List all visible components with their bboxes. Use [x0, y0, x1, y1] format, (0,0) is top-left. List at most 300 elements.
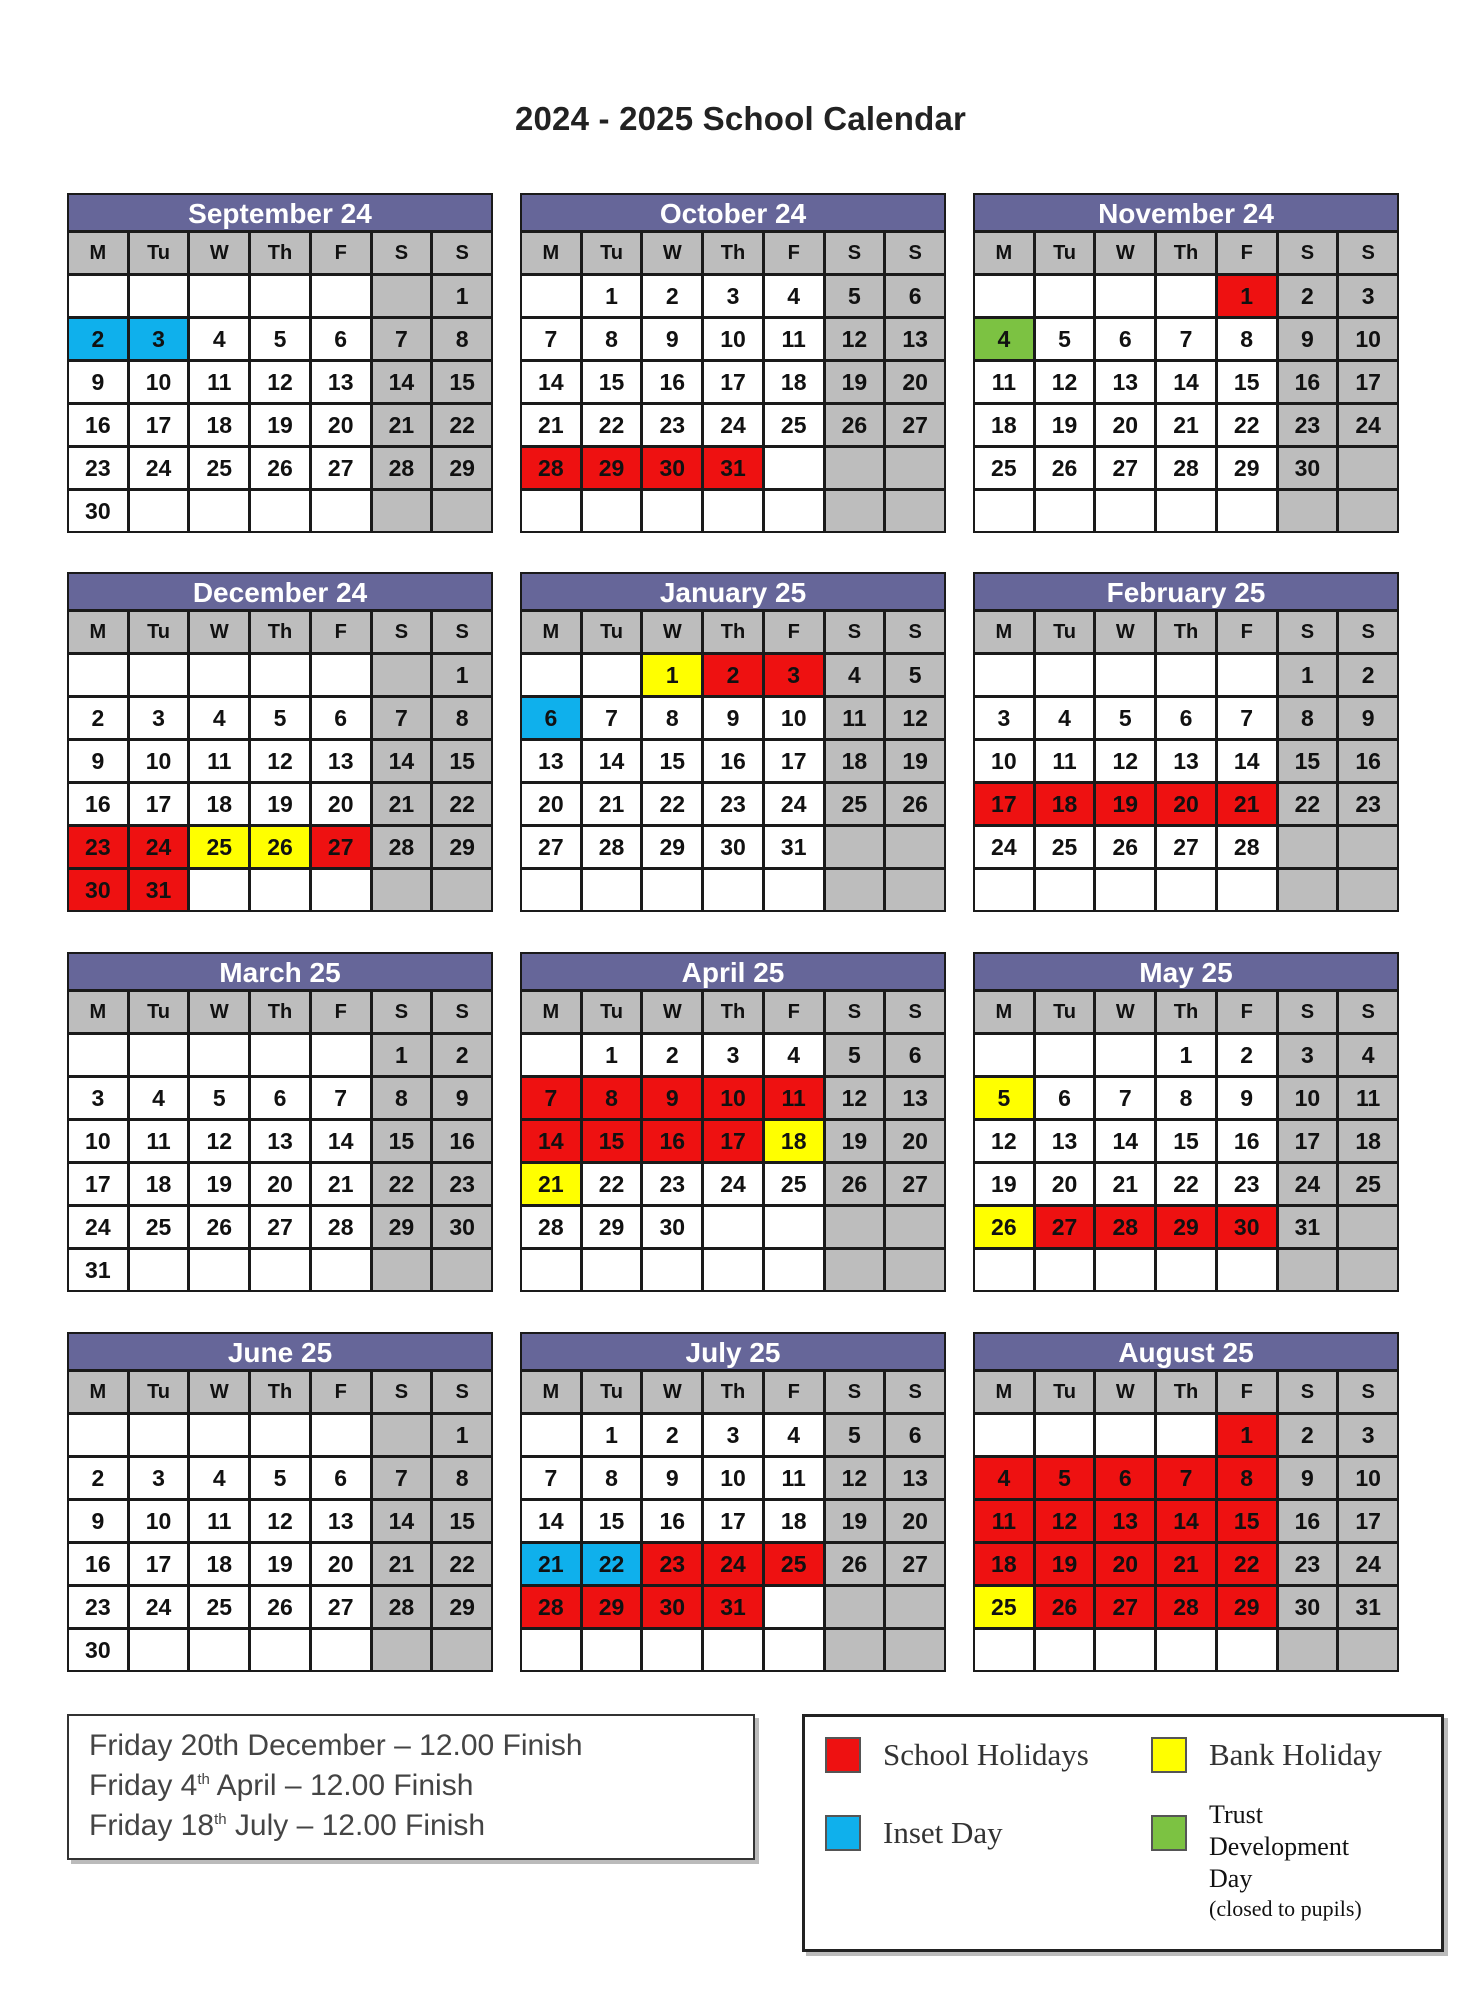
empty-day-cell — [1036, 276, 1094, 316]
empty-day-cell — [1096, 870, 1154, 910]
day-cell: 4 — [190, 319, 248, 359]
weekday-header: Th — [1157, 233, 1215, 273]
weekday-header: S — [1339, 1372, 1397, 1412]
day-cell: 16 — [1279, 1501, 1337, 1541]
day-cell: 12 — [1036, 362, 1094, 402]
empty-day-cell — [1036, 870, 1094, 910]
empty-day-cell — [1096, 1415, 1154, 1455]
empty-day-cell — [1218, 1630, 1276, 1670]
day-cell: 27 — [251, 1207, 309, 1247]
day-cell: 12 — [1096, 741, 1154, 781]
empty-day-cell — [190, 655, 248, 695]
empty-day-cell — [190, 1250, 248, 1290]
day-cell: 23 — [643, 405, 701, 445]
day-cell: 26 — [1036, 448, 1094, 488]
day-cell: 18 — [975, 405, 1033, 445]
weekday-header: W — [643, 233, 701, 273]
day-cell: 13 — [251, 1121, 309, 1161]
day-cell: 21 — [522, 1164, 580, 1204]
empty-day-cell — [1279, 827, 1337, 867]
day-cell: 21 — [312, 1164, 370, 1204]
day-cell: 5 — [251, 319, 309, 359]
empty-day-cell — [130, 1250, 188, 1290]
day-cell: 15 — [1279, 741, 1337, 781]
weekday-header: F — [765, 612, 823, 652]
empty-day-cell — [190, 276, 248, 316]
day-cell: 8 — [373, 1078, 431, 1118]
day-cell: 6 — [522, 698, 580, 738]
empty-day-cell — [765, 1630, 823, 1670]
day-cell: 2 — [643, 1415, 701, 1455]
day-cell: 17 — [69, 1164, 127, 1204]
day-cell: 12 — [826, 1458, 884, 1498]
weekday-header: F — [765, 233, 823, 273]
empty-day-cell — [312, 870, 370, 910]
day-cell: 7 — [522, 1458, 580, 1498]
empty-day-cell — [1218, 491, 1276, 531]
day-cell: 23 — [643, 1544, 701, 1584]
legend-bank-holiday — [1151, 1737, 1382, 1773]
empty-day-cell — [312, 1630, 370, 1670]
day-cell: 27 — [1096, 1587, 1154, 1627]
weekday-header: M — [522, 1372, 580, 1412]
empty-day-cell — [975, 1415, 1033, 1455]
day-cell: 24 — [704, 1164, 762, 1204]
day-cell: 30 — [1279, 448, 1337, 488]
day-cell: 1 — [373, 1035, 431, 1075]
day-cell: 2 — [1279, 276, 1337, 316]
day-cell: 18 — [1036, 784, 1094, 824]
empty-day-cell — [130, 276, 188, 316]
day-cell: 16 — [643, 1501, 701, 1541]
day-cell: 17 — [130, 784, 188, 824]
day-cell: 5 — [190, 1078, 248, 1118]
day-cell: 21 — [583, 784, 641, 824]
weekday-header: Th — [1157, 992, 1215, 1032]
day-cell: 30 — [1279, 1587, 1337, 1627]
day-cell: 11 — [190, 362, 248, 402]
day-cell: 23 — [1218, 1164, 1276, 1204]
day-cell: 17 — [1339, 362, 1397, 402]
weekday-header: M — [522, 612, 580, 652]
weekday-header: S — [1279, 233, 1337, 273]
day-cell: 11 — [826, 698, 884, 738]
day-cell: 7 — [373, 1458, 431, 1498]
day-cell: 25 — [190, 1587, 248, 1627]
day-cell: 19 — [1036, 1544, 1094, 1584]
day-cell: 2 — [1279, 1415, 1337, 1455]
day-cell: 22 — [1157, 1164, 1215, 1204]
day-cell: 7 — [1096, 1078, 1154, 1118]
empty-day-cell — [1279, 1250, 1337, 1290]
day-cell: 2 — [433, 1035, 491, 1075]
day-cell: 10 — [704, 1078, 762, 1118]
weekday-header: S — [826, 1372, 884, 1412]
empty-day-cell — [704, 870, 762, 910]
day-cell: 30 — [1218, 1207, 1276, 1247]
day-cell: 24 — [1339, 405, 1397, 445]
day-cell: 8 — [583, 319, 641, 359]
day-cell: 24 — [1279, 1164, 1337, 1204]
weekday-header: W — [1096, 1372, 1154, 1412]
day-cell: 23 — [1279, 1544, 1337, 1584]
day-cell: 11 — [765, 1458, 823, 1498]
day-cell: 5 — [251, 698, 309, 738]
day-cell: 27 — [886, 1164, 944, 1204]
weekday-header: F — [1218, 992, 1276, 1032]
day-cell: 8 — [643, 698, 701, 738]
weekday-header: Th — [704, 612, 762, 652]
day-cell: 22 — [583, 1164, 641, 1204]
month-calendar — [973, 193, 1399, 533]
weekday-header: Tu — [130, 612, 188, 652]
day-cell: 19 — [826, 1501, 884, 1541]
empty-day-cell — [1157, 1250, 1215, 1290]
empty-day-cell — [251, 1250, 309, 1290]
empty-day-cell — [583, 1630, 641, 1670]
weekday-header: S — [373, 233, 431, 273]
day-cell: 7 — [373, 698, 431, 738]
day-cell: 15 — [1218, 362, 1276, 402]
empty-day-cell — [826, 1587, 884, 1627]
day-cell: 4 — [765, 1035, 823, 1075]
weekday-header: Tu — [130, 992, 188, 1032]
weekday-header: F — [765, 1372, 823, 1412]
day-cell: 9 — [704, 698, 762, 738]
day-cell: 18 — [826, 741, 884, 781]
day-cell: 31 — [1339, 1587, 1397, 1627]
empty-day-cell — [1036, 1250, 1094, 1290]
day-cell: 12 — [251, 741, 309, 781]
day-cell: 8 — [583, 1078, 641, 1118]
month-calendar — [520, 1332, 946, 1672]
day-cell: 29 — [433, 448, 491, 488]
weekday-header: Th — [251, 612, 309, 652]
empty-day-cell — [69, 655, 127, 695]
day-cell: 13 — [886, 1458, 944, 1498]
day-cell: 28 — [522, 1207, 580, 1247]
day-cell: 6 — [251, 1078, 309, 1118]
weekday-header: F — [1218, 1372, 1276, 1412]
empty-day-cell — [886, 491, 944, 531]
empty-day-cell — [704, 1630, 762, 1670]
day-cell: 20 — [1036, 1164, 1094, 1204]
day-cell: 25 — [130, 1207, 188, 1247]
day-cell: 7 — [373, 319, 431, 359]
day-cell: 26 — [251, 448, 309, 488]
day-cell: 24 — [130, 1587, 188, 1627]
empty-day-cell — [826, 827, 884, 867]
day-cell: 23 — [69, 1587, 127, 1627]
empty-day-cell — [69, 1035, 127, 1075]
day-cell: 22 — [373, 1164, 431, 1204]
day-cell: 12 — [975, 1121, 1033, 1161]
weekday-header: Th — [251, 233, 309, 273]
day-cell: 29 — [373, 1207, 431, 1247]
day-cell: 13 — [312, 362, 370, 402]
empty-day-cell — [583, 655, 641, 695]
day-cell: 10 — [130, 362, 188, 402]
empty-day-cell — [704, 491, 762, 531]
month-calendar — [520, 952, 946, 1292]
day-cell: 5 — [826, 1035, 884, 1075]
weekday-header: S — [826, 233, 884, 273]
empty-day-cell — [1036, 655, 1094, 695]
day-cell: 18 — [190, 405, 248, 445]
day-cell: 19 — [886, 741, 944, 781]
weekday-header: Th — [251, 1372, 309, 1412]
empty-day-cell — [975, 870, 1033, 910]
month-title: July 25 — [522, 1334, 944, 1372]
day-cell: 9 — [69, 1501, 127, 1541]
weekday-header: Tu — [583, 992, 641, 1032]
empty-day-cell — [1036, 1415, 1094, 1455]
empty-day-cell — [1096, 1035, 1154, 1075]
weekday-header: M — [522, 233, 580, 273]
empty-day-cell — [826, 1630, 884, 1670]
empty-day-cell — [975, 491, 1033, 531]
early-finish-notes — [67, 1714, 755, 1860]
day-cell: 15 — [1157, 1121, 1215, 1161]
day-cell: 15 — [583, 362, 641, 402]
day-cell: 17 — [765, 741, 823, 781]
empty-day-cell — [373, 870, 431, 910]
day-cell: 20 — [312, 405, 370, 445]
day-cell: 18 — [130, 1164, 188, 1204]
day-cell: 7 — [312, 1078, 370, 1118]
weekday-header: Tu — [130, 1372, 188, 1412]
day-cell: 22 — [433, 784, 491, 824]
day-cell: 13 — [886, 319, 944, 359]
day-cell: 8 — [1157, 1078, 1215, 1118]
day-cell: 28 — [1157, 448, 1215, 488]
empty-day-cell — [975, 1630, 1033, 1670]
day-cell: 7 — [1218, 698, 1276, 738]
day-cell: 1 — [433, 276, 491, 316]
weekday-header: S — [886, 612, 944, 652]
day-cell: 18 — [190, 1544, 248, 1584]
empty-day-cell — [522, 276, 580, 316]
day-cell: 10 — [69, 1121, 127, 1161]
day-cell: 9 — [1279, 1458, 1337, 1498]
day-cell: 30 — [643, 1587, 701, 1627]
empty-day-cell — [826, 448, 884, 488]
weekday-header: S — [886, 992, 944, 1032]
day-cell: 19 — [975, 1164, 1033, 1204]
day-cell: 22 — [1218, 405, 1276, 445]
day-cell: 21 — [522, 1544, 580, 1584]
day-cell: 8 — [1218, 1458, 1276, 1498]
empty-day-cell — [69, 1415, 127, 1455]
day-cell: 30 — [643, 1207, 701, 1247]
weekday-header: S — [826, 612, 884, 652]
empty-day-cell — [975, 276, 1033, 316]
day-cell: 28 — [312, 1207, 370, 1247]
empty-day-cell — [312, 491, 370, 531]
legend-label: Bank Holiday — [1209, 1737, 1383, 1772]
day-cell: 9 — [1279, 319, 1337, 359]
day-cell: 5 — [251, 1458, 309, 1498]
day-cell: 1 — [583, 276, 641, 316]
day-cell: 3 — [704, 1035, 762, 1075]
day-cell: 25 — [826, 784, 884, 824]
empty-day-cell — [433, 491, 491, 531]
month-calendar — [973, 952, 1399, 1292]
empty-day-cell — [1096, 655, 1154, 695]
day-cell: 13 — [886, 1078, 944, 1118]
day-cell: 2 — [69, 1458, 127, 1498]
day-cell: 7 — [1157, 1458, 1215, 1498]
empty-day-cell — [1036, 1630, 1094, 1670]
day-cell: 19 — [826, 1121, 884, 1161]
day-cell: 16 — [433, 1121, 491, 1161]
day-cell: 15 — [583, 1501, 641, 1541]
day-cell: 12 — [251, 362, 309, 402]
empty-day-cell — [975, 1250, 1033, 1290]
empty-day-cell — [1339, 1250, 1397, 1290]
day-cell: 14 — [522, 1501, 580, 1541]
weekday-header: S — [373, 992, 431, 1032]
weekday-header: F — [1218, 612, 1276, 652]
day-cell: 26 — [1036, 1587, 1094, 1627]
empty-day-cell — [433, 1250, 491, 1290]
empty-day-cell — [130, 491, 188, 531]
empty-day-cell — [1096, 276, 1154, 316]
empty-day-cell — [522, 1415, 580, 1455]
day-cell: 15 — [373, 1121, 431, 1161]
day-cell: 13 — [1157, 741, 1215, 781]
day-cell: 4 — [190, 698, 248, 738]
day-cell: 12 — [251, 1501, 309, 1541]
day-cell: 18 — [975, 1544, 1033, 1584]
weekday-header: S — [886, 233, 944, 273]
day-cell: 15 — [1218, 1501, 1276, 1541]
day-cell: 22 — [643, 784, 701, 824]
weekday-header: F — [1218, 233, 1276, 273]
day-cell: 29 — [583, 1587, 641, 1627]
day-cell: 13 — [312, 741, 370, 781]
day-cell: 27 — [522, 827, 580, 867]
day-cell: 14 — [1096, 1121, 1154, 1161]
empty-day-cell — [1157, 276, 1215, 316]
day-cell: 2 — [69, 319, 127, 359]
empty-day-cell — [704, 1207, 762, 1247]
empty-day-cell — [1339, 827, 1397, 867]
empty-day-cell — [373, 1630, 431, 1670]
day-cell: 4 — [190, 1458, 248, 1498]
day-cell: 20 — [1096, 405, 1154, 445]
empty-day-cell — [643, 870, 701, 910]
day-cell: 1 — [1279, 655, 1337, 695]
day-cell: 12 — [190, 1121, 248, 1161]
day-cell: 23 — [433, 1164, 491, 1204]
day-cell: 21 — [373, 405, 431, 445]
empty-day-cell — [190, 1630, 248, 1670]
weekday-header: M — [975, 233, 1033, 273]
weekday-header: S — [1339, 612, 1397, 652]
day-cell: 19 — [190, 1164, 248, 1204]
day-cell: 27 — [312, 827, 370, 867]
day-cell: 21 — [1157, 1544, 1215, 1584]
empty-day-cell — [886, 1250, 944, 1290]
day-cell: 29 — [1157, 1207, 1215, 1247]
empty-day-cell — [826, 870, 884, 910]
day-cell: 26 — [826, 405, 884, 445]
day-cell: 9 — [1218, 1078, 1276, 1118]
empty-day-cell — [1096, 491, 1154, 531]
empty-day-cell — [1279, 870, 1337, 910]
day-cell: 19 — [1036, 405, 1094, 445]
day-cell: 3 — [1339, 1415, 1397, 1455]
legend-trust-day — [1151, 1800, 1362, 1923]
month-title: March 25 — [69, 954, 491, 992]
day-cell: 17 — [704, 362, 762, 402]
day-cell: 4 — [1036, 698, 1094, 738]
weekday-header: S — [373, 1372, 431, 1412]
empty-day-cell — [583, 1250, 641, 1290]
day-cell: 24 — [975, 827, 1033, 867]
empty-day-cell — [886, 1207, 944, 1247]
day-cell: 15 — [433, 362, 491, 402]
day-cell: 3 — [130, 319, 188, 359]
empty-day-cell — [1157, 1415, 1215, 1455]
empty-day-cell — [373, 1250, 431, 1290]
weekday-header: M — [522, 992, 580, 1032]
empty-day-cell — [1157, 870, 1215, 910]
empty-day-cell — [522, 1250, 580, 1290]
day-cell: 11 — [130, 1121, 188, 1161]
day-cell: 10 — [1339, 1458, 1397, 1498]
empty-day-cell — [975, 655, 1033, 695]
legend-label: Trust Development Day (closed to pupils) — [1209, 1800, 1362, 1921]
empty-day-cell — [373, 1415, 431, 1455]
day-cell: 28 — [583, 827, 641, 867]
day-cell: 22 — [1279, 784, 1337, 824]
day-cell: 5 — [1096, 698, 1154, 738]
day-cell: 20 — [522, 784, 580, 824]
empty-day-cell — [130, 1630, 188, 1670]
day-cell: 6 — [1096, 319, 1154, 359]
day-cell: 21 — [1096, 1164, 1154, 1204]
day-cell: 8 — [583, 1458, 641, 1498]
empty-day-cell — [251, 655, 309, 695]
day-cell: 5 — [975, 1078, 1033, 1118]
weekday-header: M — [975, 612, 1033, 652]
day-cell: 30 — [69, 491, 127, 531]
day-cell: 27 — [312, 448, 370, 488]
day-cell: 26 — [251, 827, 309, 867]
empty-day-cell — [643, 1630, 701, 1670]
day-cell: 1 — [643, 655, 701, 695]
day-cell: 6 — [312, 1458, 370, 1498]
month-title: December 24 — [69, 574, 491, 612]
weekday-header: W — [190, 233, 248, 273]
weekday-header: F — [312, 233, 370, 273]
day-cell: 29 — [643, 827, 701, 867]
empty-day-cell — [886, 1630, 944, 1670]
day-cell: 10 — [975, 741, 1033, 781]
day-cell: 31 — [704, 448, 762, 488]
empty-day-cell — [826, 1250, 884, 1290]
month-calendar — [973, 1332, 1399, 1672]
day-cell: 26 — [1096, 827, 1154, 867]
day-cell: 14 — [1218, 741, 1276, 781]
day-cell: 30 — [643, 448, 701, 488]
weekday-header: Tu — [1036, 612, 1094, 652]
day-cell: 22 — [583, 1544, 641, 1584]
empty-day-cell — [251, 1415, 309, 1455]
weekday-header: M — [975, 1372, 1033, 1412]
